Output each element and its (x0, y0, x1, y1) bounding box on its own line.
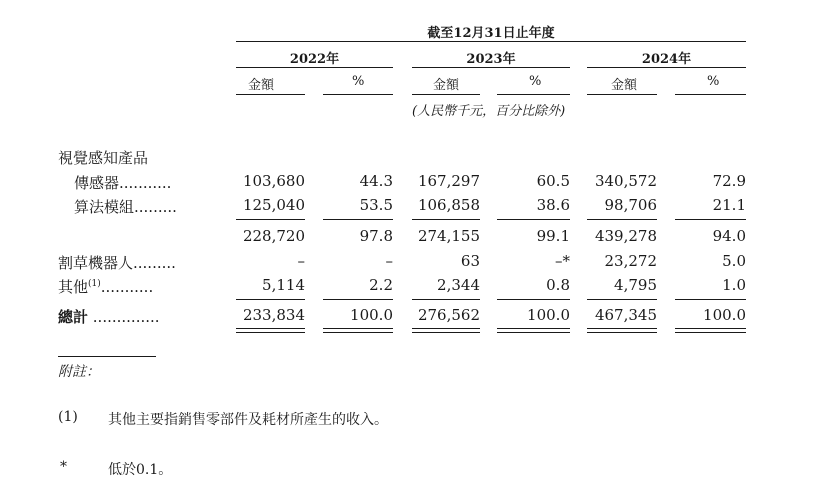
cell: –* (555, 252, 570, 270)
cell: – (385, 252, 393, 270)
cell: 21.1 (712, 196, 746, 214)
row-label-visual-products: 視覺感知產品 (58, 149, 149, 167)
cell: 94.0 (712, 227, 746, 245)
row-label-mowing-robot: 割草機器人......... (58, 254, 176, 272)
total-double-line-a1 (236, 328, 305, 329)
sub-underline-3 (412, 94, 480, 95)
others-text: 其他 (58, 278, 89, 296)
cell: 1.0 (722, 276, 746, 294)
pretotal-line-1 (236, 299, 305, 300)
total-double-line-b4 (497, 332, 570, 333)
cell: 100.0 (350, 306, 393, 324)
cell: – (297, 252, 305, 270)
cell: 100.0 (527, 306, 570, 324)
others-dots: ........... (100, 278, 154, 296)
notes-separator (58, 356, 156, 357)
row-label-total (58, 306, 160, 327)
cell: 63 (460, 252, 480, 270)
cell: 38.6 (536, 196, 570, 214)
cell: 100.0 (703, 306, 746, 324)
col-amount-2022: 金額 (248, 78, 275, 93)
cell: 53.5 (359, 196, 393, 214)
total-double-line-b1 (236, 332, 305, 333)
year-underline-2022 (236, 67, 393, 68)
cell: 0.8 (546, 276, 570, 294)
cell: 274,155 (417, 227, 480, 245)
col-percent-2024: % (707, 74, 720, 89)
row-label-sensors: 傳感器........... (74, 174, 172, 192)
row-label-algorithm-modules: 算法模組......... (74, 198, 177, 216)
subtotal-line-2 (323, 219, 393, 220)
cell: 467,345 (594, 306, 657, 324)
col-amount-2024: 金額 (611, 78, 638, 93)
total-double-line-a2 (323, 328, 393, 329)
cell: 5,114 (262, 276, 305, 294)
cell: 4,795 (614, 276, 657, 294)
note-2-text: 低於0.1。 (108, 462, 173, 478)
total-double-line-b5 (587, 332, 657, 333)
footnote-ref-1: (1) (88, 279, 101, 289)
total-double-line-b2 (323, 332, 393, 333)
subtotal-line-4 (497, 219, 570, 220)
cell: 167,297 (417, 172, 480, 190)
cell: 97.8 (359, 227, 393, 245)
cell: 44.3 (359, 172, 393, 190)
col-amount-2023: 金額 (433, 78, 460, 93)
subtotal-line-1 (236, 219, 305, 220)
total-double-line-b3 (412, 332, 480, 333)
unit-note: (人民幣千元，百分比除外) (412, 104, 566, 119)
cell: 72.9 (712, 172, 746, 190)
year-underline-2023 (412, 67, 570, 68)
total-dots: .............. (88, 308, 160, 326)
total-double-line-a4 (497, 328, 570, 329)
col-percent-2023: % (529, 74, 542, 89)
cell: 60.5 (536, 172, 570, 190)
note-2-marker: * (60, 459, 67, 475)
year-2023: 2023年 (466, 52, 516, 67)
total-double-line-b6 (675, 332, 746, 333)
cell: 233,834 (242, 306, 305, 324)
pretotal-line-6 (675, 299, 746, 300)
cell: 2.2 (369, 276, 393, 294)
sub-underline-5 (587, 94, 657, 95)
col-percent-2022: % (352, 74, 365, 89)
cell: 2,344 (437, 276, 480, 294)
cell: 23,272 (604, 252, 657, 270)
cell: 103,680 (242, 172, 305, 190)
pretotal-line-4 (497, 299, 570, 300)
pretotal-line-5 (587, 299, 657, 300)
cell: 98,706 (604, 196, 657, 214)
cell: 276,562 (417, 306, 480, 324)
subtotal-line-6 (675, 219, 746, 220)
pretotal-line-3 (412, 299, 480, 300)
sub-underline-6 (675, 94, 746, 95)
sub-underline-1 (236, 94, 305, 95)
total-text: 總計 (58, 308, 89, 326)
subtotal-line-3 (412, 219, 480, 220)
year-2024: 2024年 (641, 52, 692, 67)
cell: 106,858 (417, 196, 480, 214)
total-double-line-a3 (412, 328, 480, 329)
cell: 228,720 (242, 227, 305, 245)
total-double-line-a6 (675, 328, 746, 329)
cell: 125,040 (242, 196, 305, 214)
year-2022: 2022年 (289, 52, 340, 67)
cell: 340,572 (594, 172, 657, 190)
subtotal-line-5 (587, 219, 657, 220)
total-double-line-a5 (587, 328, 657, 329)
period-underline (236, 41, 746, 42)
cell: 439,278 (594, 227, 657, 245)
pretotal-line-2 (323, 299, 393, 300)
note-1-text: 其他主要指銷售零部件及耗材所產生的收入。 (108, 412, 388, 428)
year-underline-2024 (587, 67, 746, 68)
cell: 5.0 (722, 252, 746, 270)
sub-underline-4 (497, 94, 570, 95)
notes-heading: 附註： (58, 364, 100, 380)
sub-underline-2 (323, 94, 393, 95)
row-label-others (58, 276, 153, 297)
cell: 99.1 (536, 227, 570, 245)
note-1-marker: (1) (58, 409, 78, 425)
period-title: 截至12月31日止年度 (427, 26, 555, 41)
